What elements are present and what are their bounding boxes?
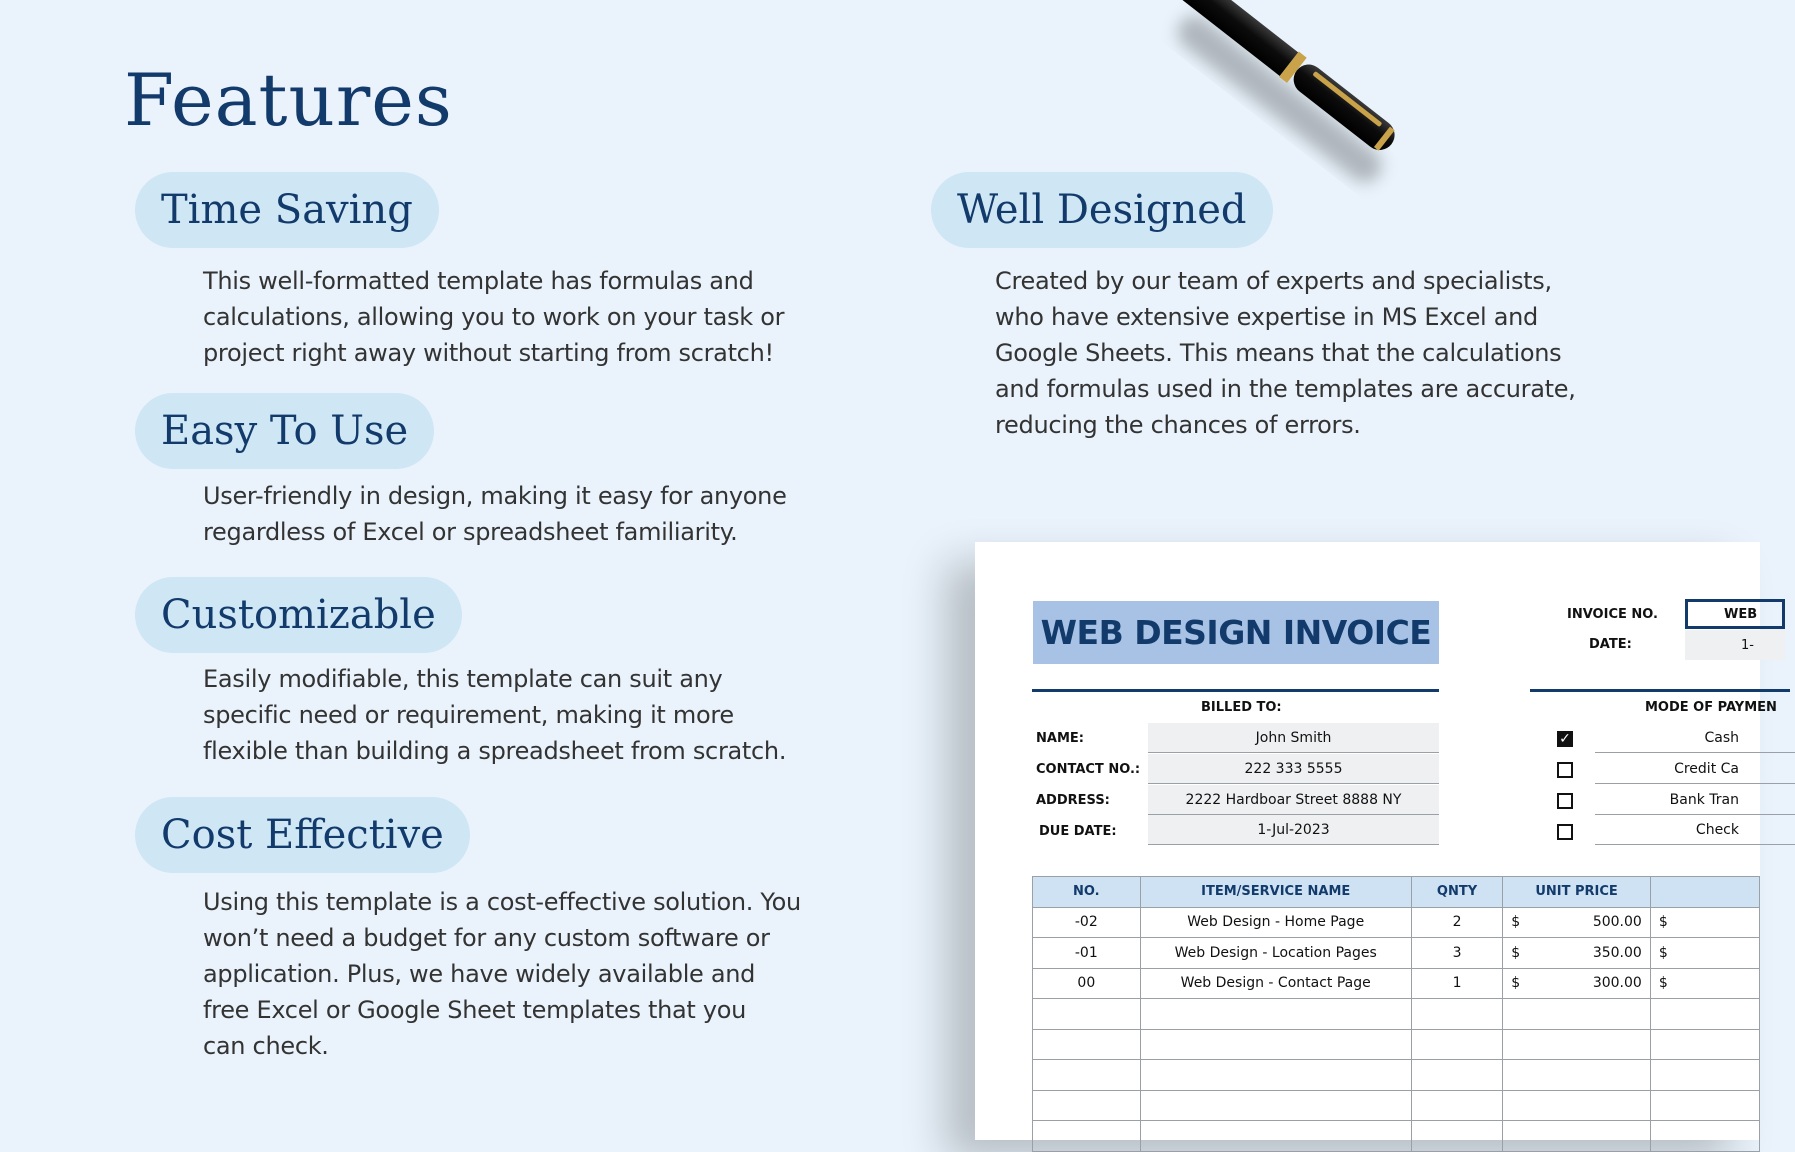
table-row-empty[interactable] <box>1033 1121 1760 1152</box>
feature-pill-cost-effective <box>135 797 470 873</box>
col-item-header: ITEM/SERVICE NAME <box>1140 877 1411 908</box>
desc-line: flexible than building a spreadsheet from scratch. <box>203 737 787 765</box>
row-no: -01 <box>1033 938 1141 969</box>
row-price <box>1503 938 1651 969</box>
row-price <box>1503 907 1651 938</box>
row-item: Web Design - Location Pages <box>1140 938 1411 969</box>
currency-symbol: $ <box>1658 944 1668 961</box>
feature-title: Easy To Use <box>161 408 409 454</box>
currency-symbol: $ <box>1511 944 1521 961</box>
payment-cash-checkbox[interactable] <box>1557 731 1573 747</box>
col-total-header <box>1650 877 1759 908</box>
desc-line: This well-formatted template has formulas and <box>203 267 754 295</box>
desc-line: Created by our team of experts and specialists, <box>995 267 1552 295</box>
desc-line: Easily modifiable, this template can suit any <box>203 665 723 693</box>
currency-symbol: $ <box>1511 975 1521 992</box>
billed-name-label: NAME: <box>1036 731 1084 746</box>
feature-pill-time-saving <box>135 172 439 248</box>
invoice-no-value: WEB <box>1685 599 1785 629</box>
table-row-empty[interactable] <box>1033 1060 1760 1091</box>
desc-line: calculations, allowing you to work on your task or <box>203 303 785 331</box>
billed-name-field[interactable]: John Smith <box>1148 723 1439 753</box>
row-total <box>1650 907 1759 938</box>
feature-title: Cost Effective <box>161 812 444 858</box>
desc-line: free Excel or Google Sheet templates that you <box>203 996 747 1024</box>
feature-pill-customizable <box>135 577 462 653</box>
feature-desc-customizable <box>203 661 786 769</box>
price-value: 300.00 <box>1592 975 1642 992</box>
payment-credit-checkbox[interactable] <box>1557 762 1573 778</box>
price-value: 350.00 <box>1592 944 1642 961</box>
payment-credit-label: Credit Ca <box>1595 754 1795 784</box>
row-qty: 2 <box>1411 907 1503 938</box>
desc-line: and formulas used in the templates are accurate, <box>995 375 1576 403</box>
payment-mode-label: MODE OF PAYMEN <box>1645 700 1777 715</box>
table-row-empty[interactable] <box>1033 1029 1760 1060</box>
table-row-empty[interactable] <box>1033 999 1760 1030</box>
desc-line: Using this template is a cost-effective solution. You <box>203 888 801 916</box>
desc-line: can check. <box>203 1032 329 1060</box>
desc-line: Google Sheets. This means that the calculations <box>995 339 1562 367</box>
invoice-no-label: INVOICE NO. <box>1567 607 1658 622</box>
currency-symbol: $ <box>1511 914 1521 931</box>
payment-rule <box>1530 689 1790 692</box>
row-no: 00 <box>1033 968 1141 999</box>
row-no: -02 <box>1033 907 1141 938</box>
table-row[interactable] <box>1033 968 1760 999</box>
table-row[interactable] <box>1033 907 1760 938</box>
page-title: Features <box>124 58 453 142</box>
feature-desc-cost-effective <box>203 884 801 1064</box>
billed-address-field[interactable]: 2222 Hardboar Street 8888 NY <box>1148 785 1439 815</box>
billed-contact-field[interactable]: 222 333 5555 <box>1148 754 1439 784</box>
feature-title: Time Saving <box>161 187 413 233</box>
row-qty: 1 <box>1411 968 1503 999</box>
desc-line: reducing the chances of errors. <box>995 411 1361 439</box>
col-qty-header: QNTY <box>1411 877 1503 908</box>
billed-contact-label: CONTACT NO.: <box>1036 762 1141 777</box>
feature-title: Well Designed <box>957 187 1247 233</box>
desc-line: won’t need a budget for any custom software or <box>203 924 770 952</box>
row-item: Web Design - Contact Page <box>1140 968 1411 999</box>
date-value: 1- <box>1685 630 1785 660</box>
feature-desc-well-designed <box>995 263 1576 443</box>
payment-bank-label: Bank Tran <box>1595 785 1795 815</box>
col-price-header: UNIT PRICE <box>1503 877 1651 908</box>
check-icon: ✓ <box>1559 731 1571 747</box>
billed-rule <box>1032 689 1439 692</box>
desc-line: application. Plus, we have widely available and <box>203 960 756 988</box>
date-label: DATE: <box>1589 637 1632 652</box>
row-item: Web Design - Home Page <box>1140 907 1411 938</box>
col-no-header: NO. <box>1033 877 1141 908</box>
feature-title: Customizable <box>161 592 436 638</box>
invoice-preview <box>975 542 1777 1140</box>
row-qty: 3 <box>1411 938 1503 969</box>
price-value: 500.00 <box>1592 914 1642 931</box>
table-row-empty[interactable] <box>1033 1090 1760 1121</box>
billed-due-date-field[interactable]: 1-Jul-2023 <box>1148 815 1439 845</box>
feature-desc-easy-to-use <box>203 478 787 550</box>
payment-bank-checkbox[interactable] <box>1557 793 1573 809</box>
desc-line: project right away without starting from scratch! <box>203 339 774 367</box>
items-table <box>1032 876 1760 1152</box>
row-price <box>1503 968 1651 999</box>
pen-image <box>1180 0 1490 190</box>
row-total <box>1650 938 1759 969</box>
currency-symbol: $ <box>1658 975 1668 992</box>
invoice-title: WEB DESIGN INVOICE <box>1033 601 1439 664</box>
table-row[interactable] <box>1033 938 1760 969</box>
feature-pill-easy-to-use <box>135 393 434 469</box>
billed-due-date-label: DUE DATE: <box>1039 824 1117 839</box>
desc-line: specific need or requirement, making it more <box>203 701 734 729</box>
payment-cash-label: Cash <box>1595 723 1795 753</box>
feature-pill-well-designed <box>931 172 1273 248</box>
desc-line: who have extensive expertise in MS Excel and <box>995 303 1538 331</box>
row-total <box>1650 968 1759 999</box>
billed-address-label: ADDRESS: <box>1036 793 1110 808</box>
table-header-row <box>1033 877 1760 908</box>
billed-to-label: BILLED TO: <box>1201 700 1282 715</box>
desc-line: regardless of Excel or spreadsheet familiarity. <box>203 518 738 546</box>
payment-check-label: Check <box>1595 815 1795 845</box>
desc-line: User-friendly in design, making it easy for anyone <box>203 482 787 510</box>
feature-desc-time-saving <box>203 263 784 371</box>
currency-symbol: $ <box>1658 914 1668 931</box>
payment-check-checkbox[interactable] <box>1557 824 1573 840</box>
